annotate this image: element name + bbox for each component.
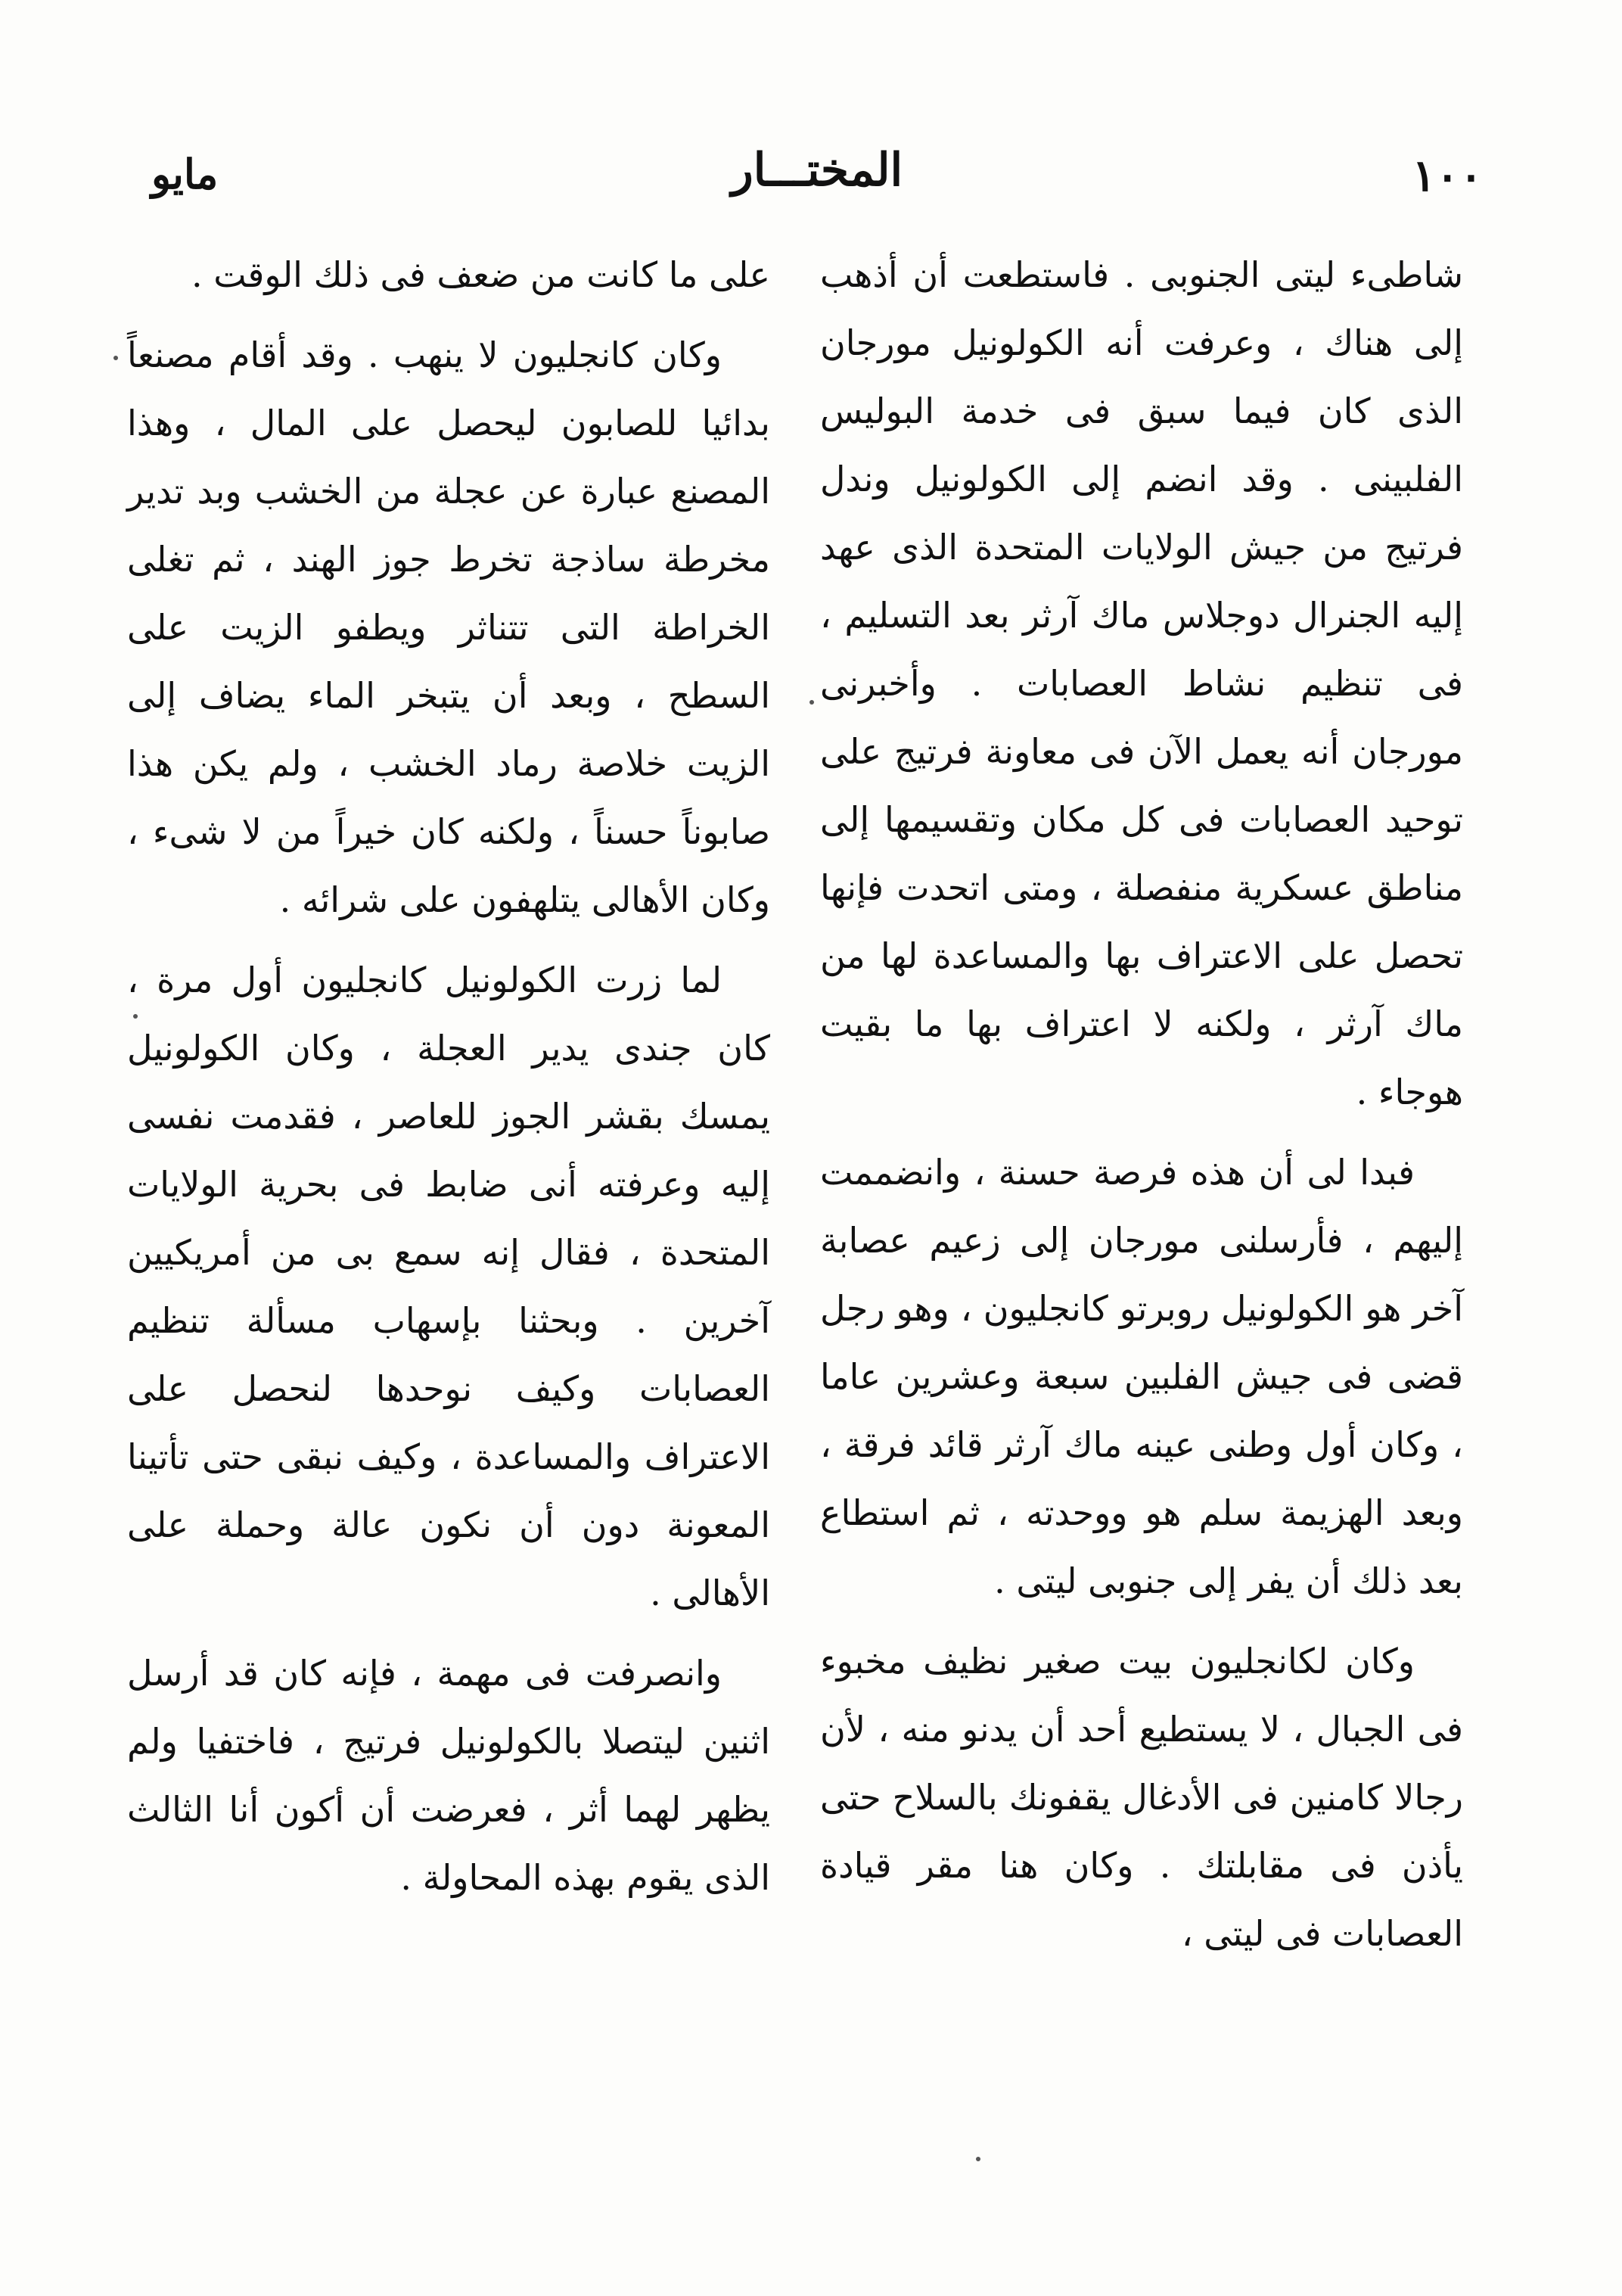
paragraph: فبدا لى أن هذه فرصة حسنة ، وانضممت إليهم ، فأرسلنى مورجان إلى زعيم عصابة آخر هو الكولونيل روبرتو كانجليون ، وهو رجل قضى فى جيش الفلبين سبعة وعشرين عاما ، وكان أول وطنى عينه ماك آرثر قائد فرقة ، وبعد الهزيمة سلم هو ووحدته ، ثم استطاع بعد ذلك أن يفر إلى جنوبى ليتى . bbox=[820, 1152, 1463, 1601]
running-title: المختـــار bbox=[731, 144, 903, 197]
scan-speck bbox=[113, 356, 118, 360]
issue-month: مايو bbox=[151, 150, 219, 198]
text-column-left bbox=[127, 241, 770, 1924]
paragraph: شاطىء ليتى الجنوبى . فاستطعت أن أذهب إلى هناك ، وعرفت أنه الكولونيل مورجان الذى كان فيما سبق فى خدمة البوليس الفلبينى . وقد انضم إلى الكولونيل وندل فرتيج من جيش الولايات المتحدة الذى عهد إليه الجنرال دوجلاس ماك آرثر بعد التسليم ، فى تنظيم نشاط العصابات . وأخبرنى مورجان أنه يعمل الآن فى معاونة فرتيج على توحيد العصابات فى كل مكان وتقسيمها إلى مناطق عسكرية منفصلة ، ومتى اتحدت فإنها تحصل على الاعتراف بها والمساعدة لها من ماك آرثر ، ولكنه لا اعتراف بها ما بقيت هوجاء . bbox=[820, 254, 1463, 1112]
paragraph: وكان كانجليون لا ينهب . وقد أقام مصنعاً بدائيا للصابون ليحصل على المال ، وهذا المصنع عبارة عن عجلة من الخشب وبد تدير مخرطة ساذجة تخرط جوز الهند ، ثم تغلى الخراطة التى تتناثر ويطفو الزيت على السطح ، وبعد أن يتبخر الماء يضاف إلى الزيت خلاصة رماد الخشب ، ولم يكن هذا صابوناً حسناً ، ولكنه كان خيراً من لا شىء ، وكان الأهالى يتلهفون على شرائه . bbox=[127, 334, 770, 920]
page-number: ١٠٠ bbox=[1412, 150, 1483, 201]
scan-speck bbox=[809, 700, 814, 705]
paragraph: على ما كانت من ضعف فى ذلك الوقت . bbox=[191, 254, 770, 295]
paragraph: وانصرفت فى مهمة ، فإنه كان قد أرسل اثنين ليتصلا بالكولونيل فرتيج ، فاختفيا ولم يظهر لهما أثر ، فعرضت أن أكون أنا الثالث الذى يقوم بهذه المحاولة . bbox=[127, 1653, 770, 1898]
page-header bbox=[151, 144, 1483, 212]
paragraph: لما زرت الكولونيل كانجليون أول مرة ، كان جندى يدير العجلة ، وكان الكولونيل يمسك بقشر الجوز للعاصر ، فقدمت نفسى إليه وعرفته أنى ضابط فى بحرية الولايات المتحدة ، فقال إنه سمع بى من أمريكيين آخرين . وبحثنا بإسهاب مسألة تنظيم العصابات وكيف نوحدها لنحصل على الاعتراف والمساعدة ، وكيف نبقى حتى تأتينا المعونة دون أن نكون عالة وحملة على الأهالى . bbox=[127, 960, 770, 1613]
scan-speck bbox=[133, 1014, 138, 1019]
scan-speck bbox=[976, 2157, 980, 2161]
paragraph: وكان لكانجليون بيت صغير نظيف مخبوء فى الجبال ، لا يستطيع أحد أن يدنو منه ، لأن رجالا كامنين فى الأدغال يقفونك بالسلاح حتى يأذن فى مقابلتك . وكان هنا مقر قيادة العصابات فى ليتى ، bbox=[820, 1641, 1463, 1954]
text-column-right bbox=[820, 241, 1463, 1980]
